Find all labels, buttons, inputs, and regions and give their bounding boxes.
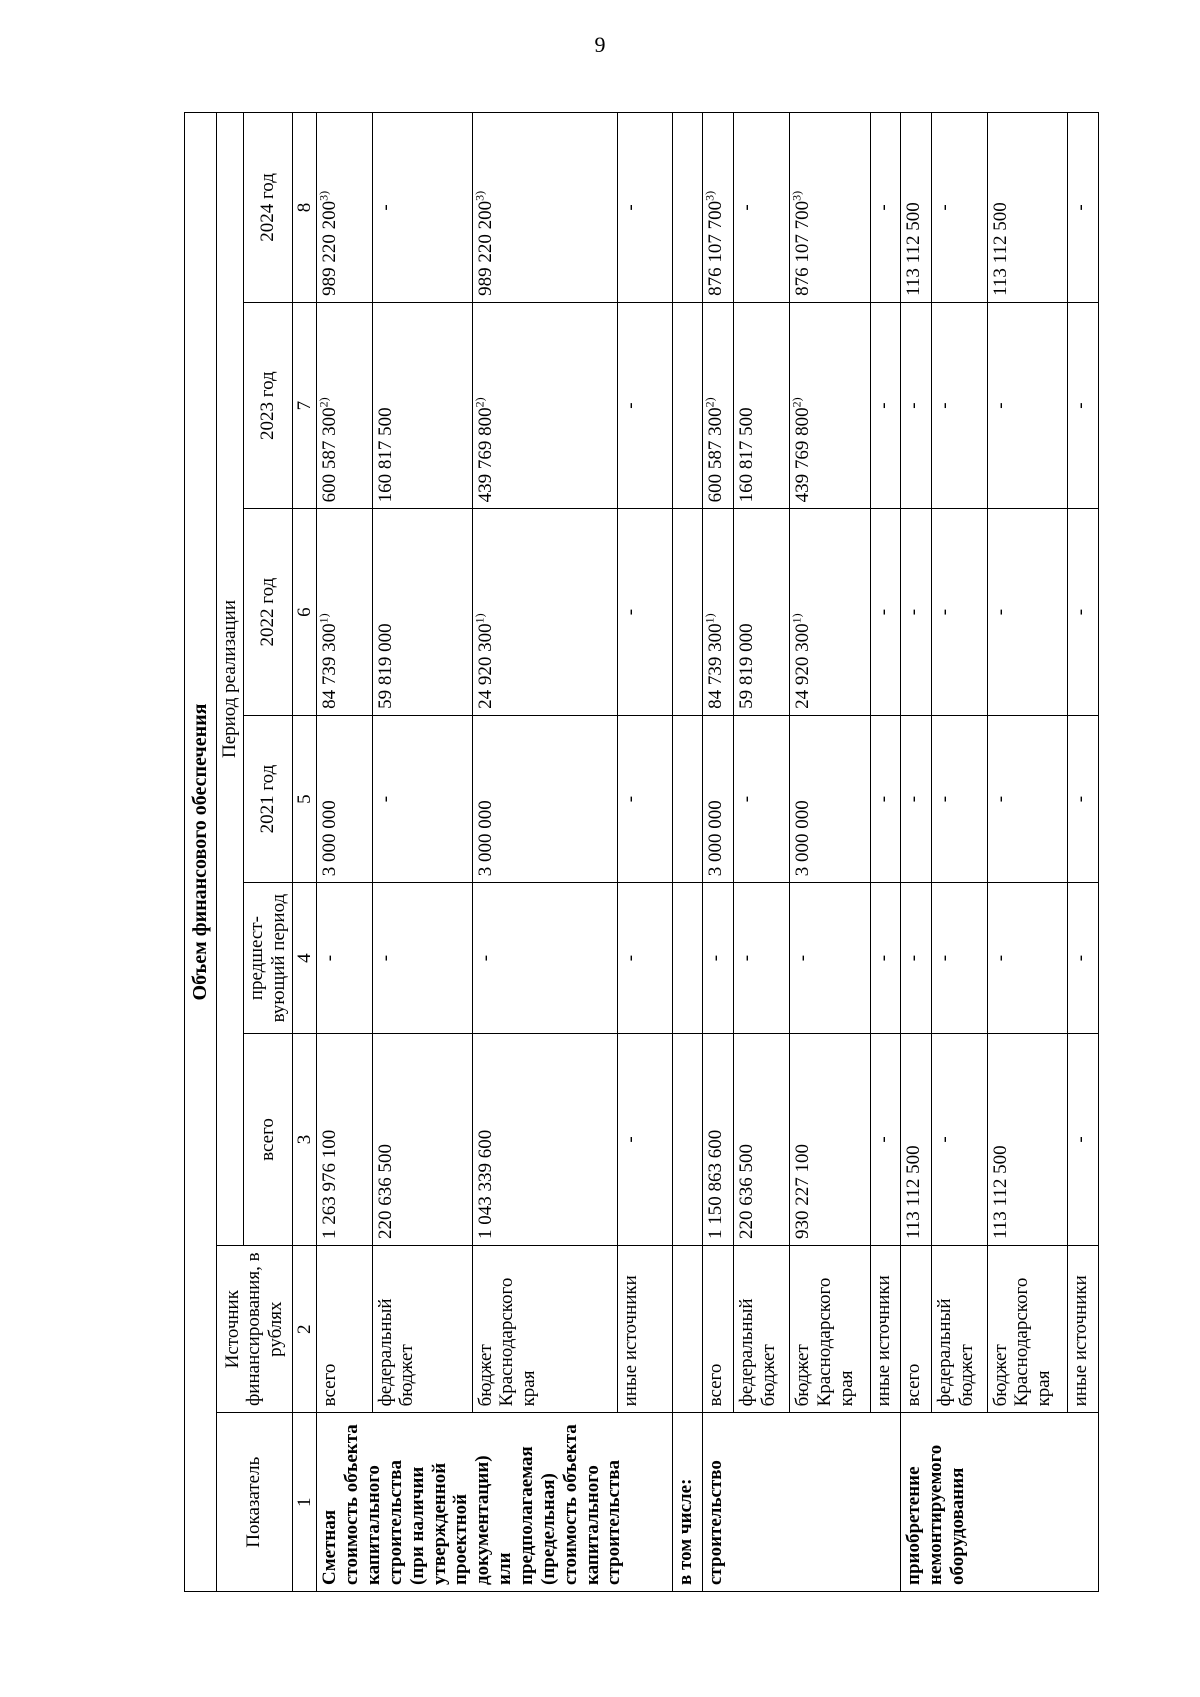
value-cell-prior (901, 883, 932, 1034)
value-cell-total (870, 1033, 901, 1245)
value-text: 876 107 700 (705, 200, 727, 296)
empty-cell (672, 509, 703, 715)
value-text: 600 587 300 (319, 407, 341, 503)
column-number: 1 (292, 1413, 317, 1592)
value-cell-y2023 (870, 302, 901, 508)
value-cell-prior (472, 883, 617, 1034)
value-cell-y2024 (870, 113, 901, 303)
value-text: - (791, 954, 813, 962)
value-text: 3 000 000 (791, 800, 813, 877)
value-cell-y2024 (987, 113, 1068, 303)
value-text: 439 769 800 (791, 407, 813, 503)
value-text: 220 636 500 (736, 1144, 758, 1239)
source-cell: всего (901, 1246, 932, 1413)
page-number: 9 (594, 32, 606, 57)
value-text: 113 112 500 (989, 202, 1011, 296)
value-text: - (1070, 1136, 1092, 1143)
header-row-1 (217, 113, 244, 1592)
value-cell-y2021 (987, 715, 1068, 882)
value-cell-y2021 (901, 715, 932, 882)
table-row (789, 113, 870, 1592)
value-cell-total (703, 1033, 734, 1245)
value-cell-prior (617, 883, 672, 1034)
value-cell-total (617, 1033, 672, 1245)
value-text: 160 817 500 (736, 407, 758, 503)
value-text: - (872, 954, 894, 962)
column-number: 6 (292, 509, 317, 715)
value-cell-y2022 (734, 509, 790, 715)
financing-table (184, 112, 1099, 1592)
footnote-marker: 2) (317, 397, 332, 408)
value-cell-y2022 (1068, 509, 1099, 715)
value-text: 3 000 000 (474, 800, 496, 877)
header-2022: 2022 год (243, 509, 292, 715)
column-number: 2 (292, 1246, 317, 1413)
value-text: - (903, 608, 925, 616)
header-total: всего (243, 1033, 292, 1245)
value-text: - (319, 954, 341, 962)
value-cell-y2023 (1068, 302, 1099, 508)
value-text: 24 920 300 (791, 623, 813, 709)
source-cell: федеральный бюджет (734, 1246, 790, 1413)
value-text: - (374, 954, 396, 962)
header-source: Источник финансирования, в рублях (217, 1246, 293, 1413)
value-cell-y2022 (901, 509, 932, 715)
value-cell-y2021 (1068, 715, 1099, 882)
footnote-marker: 3) (703, 190, 718, 201)
column-number: 8 (292, 113, 317, 303)
value-text: - (619, 402, 641, 409)
value-text: 930 227 100 (791, 1144, 813, 1239)
value-cell-y2023 (703, 302, 734, 508)
column-number-row (292, 113, 317, 1592)
value-text: 113 112 500 (903, 1145, 925, 1239)
footnote-marker: 3) (317, 190, 332, 201)
value-text: - (933, 1136, 955, 1143)
value-cell-prior (931, 883, 987, 1034)
value-cell-total (1068, 1033, 1099, 1245)
value-text: - (619, 608, 641, 616)
value-cell-y2023 (734, 302, 790, 508)
value-text: 989 220 200 (319, 200, 341, 296)
value-text: - (374, 204, 396, 211)
source-cell: федеральный бюджет (931, 1246, 987, 1413)
footnote-marker: 1) (472, 613, 487, 624)
table-row (901, 113, 932, 1592)
header-2024: 2024 год (243, 113, 292, 303)
header-period: Период реализации (217, 113, 244, 1246)
table-body (317, 113, 1099, 1592)
table-row (472, 113, 617, 1592)
table-row (672, 113, 703, 1592)
value-cell-y2021 (472, 715, 617, 882)
source-cell: бюджет Краснодарского края (789, 1246, 870, 1413)
value-text: 1 263 976 100 (319, 1129, 341, 1239)
value-text: - (619, 1136, 641, 1143)
header-2021: 2021 год (243, 715, 292, 882)
value-cell-y2023 (372, 302, 472, 508)
value-cell-y2023 (789, 302, 870, 508)
value-cell-total (987, 1033, 1068, 1245)
header-indicator: Показатель (217, 1413, 293, 1592)
value-cell-y2021 (734, 715, 790, 882)
value-text: - (872, 204, 894, 211)
value-text: - (705, 954, 727, 962)
value-cell-y2024 (931, 113, 987, 303)
table-row (703, 113, 734, 1592)
value-cell-y2024 (734, 113, 790, 303)
value-text: 84 739 300 (319, 623, 341, 709)
value-cell-y2021 (617, 715, 672, 882)
value-text: - (872, 1136, 894, 1143)
value-cell-y2021 (789, 715, 870, 882)
value-text: - (736, 204, 758, 211)
empty-cell (672, 883, 703, 1034)
footnote-marker: 3) (472, 190, 487, 201)
value-cell-y2022 (987, 509, 1068, 715)
value-text: - (619, 204, 641, 211)
source-cell: бюджет Краснодарского края (472, 1246, 617, 1413)
header-prior-period: предшест-вующий период (243, 883, 292, 1034)
empty-cell (672, 1033, 703, 1245)
value-cell-y2021 (372, 715, 472, 882)
value-cell-prior (372, 883, 472, 1034)
empty-cell (672, 1246, 703, 1413)
table-row (372, 113, 472, 1592)
value-text: 600 587 300 (705, 407, 727, 503)
value-cell-y2024 (317, 113, 372, 303)
column-number: 7 (292, 302, 317, 508)
value-cell-y2022 (617, 509, 672, 715)
value-cell-total (317, 1033, 372, 1245)
rotated-table-container (184, 112, 1099, 1592)
value-cell-prior (789, 883, 870, 1034)
table-row (317, 113, 372, 1592)
value-text: - (1070, 795, 1092, 803)
source-cell: федеральный бюджет (372, 1246, 472, 1413)
value-text: 876 107 700 (791, 200, 813, 296)
table-title-row (185, 113, 217, 1592)
value-text: - (619, 795, 641, 803)
value-cell-y2022 (317, 509, 372, 715)
header-2023: 2023 год (243, 302, 292, 508)
value-cell-y2023 (472, 302, 617, 508)
value-text: - (872, 795, 894, 803)
value-cell-y2023 (901, 302, 932, 508)
table-row (987, 113, 1068, 1592)
value-text: - (903, 954, 925, 962)
table-row (734, 113, 790, 1592)
table-row (870, 113, 901, 1592)
source-cell: всего (317, 1246, 372, 1413)
empty-cell (672, 113, 703, 303)
value-text: - (872, 402, 894, 409)
value-text: - (736, 795, 758, 803)
value-text: 59 819 000 (736, 623, 758, 709)
value-text: - (989, 608, 1011, 616)
column-number: 3 (292, 1033, 317, 1245)
value-text: - (933, 954, 955, 962)
footnote-marker: 2) (472, 397, 487, 408)
value-text: 113 112 500 (989, 1145, 1011, 1239)
value-cell-y2023 (987, 302, 1068, 508)
value-cell-y2024 (372, 113, 472, 303)
value-cell-y2024 (901, 113, 932, 303)
value-text: - (619, 954, 641, 962)
value-cell-y2024 (472, 113, 617, 303)
value-cell-y2024 (703, 113, 734, 303)
value-text: 220 636 500 (374, 1144, 396, 1239)
value-text: 160 817 500 (374, 407, 396, 503)
value-text: - (1070, 204, 1092, 211)
column-number: 4 (292, 883, 317, 1034)
value-text: 1 150 863 600 (705, 1129, 727, 1239)
table-title: Объем финансового обеспечения (185, 113, 217, 1592)
value-text: 3 000 000 (705, 800, 727, 877)
value-text: - (989, 954, 1011, 962)
value-text: 3 000 000 (319, 800, 341, 877)
value-cell-y2021 (931, 715, 987, 882)
value-cell-y2023 (617, 302, 672, 508)
footnote-marker: 2) (703, 397, 718, 408)
table-row (1068, 113, 1099, 1592)
value-cell-y2021 (870, 715, 901, 882)
value-text: 989 220 200 (474, 200, 496, 296)
value-text: 59 819 000 (374, 623, 396, 709)
value-cell-total (372, 1033, 472, 1245)
value-cell-prior (317, 883, 372, 1034)
value-text: - (1070, 608, 1092, 616)
source-cell: иные источники (1068, 1246, 1099, 1413)
indicator-cell: Сметная стоимость объекта капитального строительства (при наличии утвержденной проектной документации) или предполагаемая (предельная) стоимость объекта капитального строительства (317, 1413, 672, 1592)
table-row (931, 113, 987, 1592)
value-cell-prior (703, 883, 734, 1034)
value-cell-y2024 (1068, 113, 1099, 303)
value-cell-total (472, 1033, 617, 1245)
value-cell-y2023 (931, 302, 987, 508)
value-text: 24 920 300 (474, 623, 496, 709)
value-cell-y2024 (789, 113, 870, 303)
value-cell-total (789, 1033, 870, 1245)
value-cell-total (901, 1033, 932, 1245)
value-text: 1 043 339 600 (474, 1129, 496, 1239)
value-cell-y2023 (317, 302, 372, 508)
value-text: 113 112 500 (903, 202, 925, 296)
value-cell-y2022 (789, 509, 870, 715)
value-text: - (374, 795, 396, 803)
empty-cell (672, 715, 703, 882)
value-text: - (736, 954, 758, 962)
indicator-cell: в том числе: (672, 1413, 703, 1592)
value-text: 439 769 800 (474, 407, 496, 503)
value-cell-y2022 (703, 509, 734, 715)
column-number: 5 (292, 715, 317, 882)
value-text: - (903, 402, 925, 409)
value-cell-prior (734, 883, 790, 1034)
source-cell: всего (703, 1246, 734, 1413)
footnote-marker: 1) (703, 613, 718, 624)
table-row (617, 113, 672, 1592)
value-text: - (933, 795, 955, 803)
value-text: - (474, 954, 496, 962)
indicator-cell: строительство (703, 1413, 901, 1592)
value-cell-prior (1068, 883, 1099, 1034)
footnote-marker: 3) (789, 190, 804, 201)
value-text: - (933, 608, 955, 616)
value-text: - (933, 402, 955, 409)
value-cell-prior (870, 883, 901, 1034)
source-cell: иные источники (617, 1246, 672, 1413)
value-text: - (1070, 402, 1092, 409)
value-cell-y2022 (472, 509, 617, 715)
empty-cell (672, 302, 703, 508)
value-text: - (933, 204, 955, 211)
value-cell-y2024 (617, 113, 672, 303)
value-cell-y2022 (870, 509, 901, 715)
value-cell-y2022 (931, 509, 987, 715)
value-text: - (1070, 954, 1092, 962)
value-text: 84 739 300 (705, 623, 727, 709)
value-text: - (989, 795, 1011, 803)
footnote-marker: 1) (317, 613, 332, 624)
source-cell: иные источники (870, 1246, 901, 1413)
value-cell-total (734, 1033, 790, 1245)
value-text: - (903, 795, 925, 803)
value-cell-y2021 (703, 715, 734, 882)
indicator-cell: приобретение немонтируемого оборудования (901, 1413, 1099, 1592)
value-text: - (872, 608, 894, 616)
value-cell-y2021 (317, 715, 372, 882)
footnote-marker: 1) (789, 613, 804, 624)
value-text: - (989, 402, 1011, 409)
footnote-marker: 2) (789, 397, 804, 408)
value-cell-total (931, 1033, 987, 1245)
source-cell: бюджет Краснодарского края (987, 1246, 1068, 1413)
value-cell-y2022 (372, 509, 472, 715)
value-cell-prior (987, 883, 1068, 1034)
